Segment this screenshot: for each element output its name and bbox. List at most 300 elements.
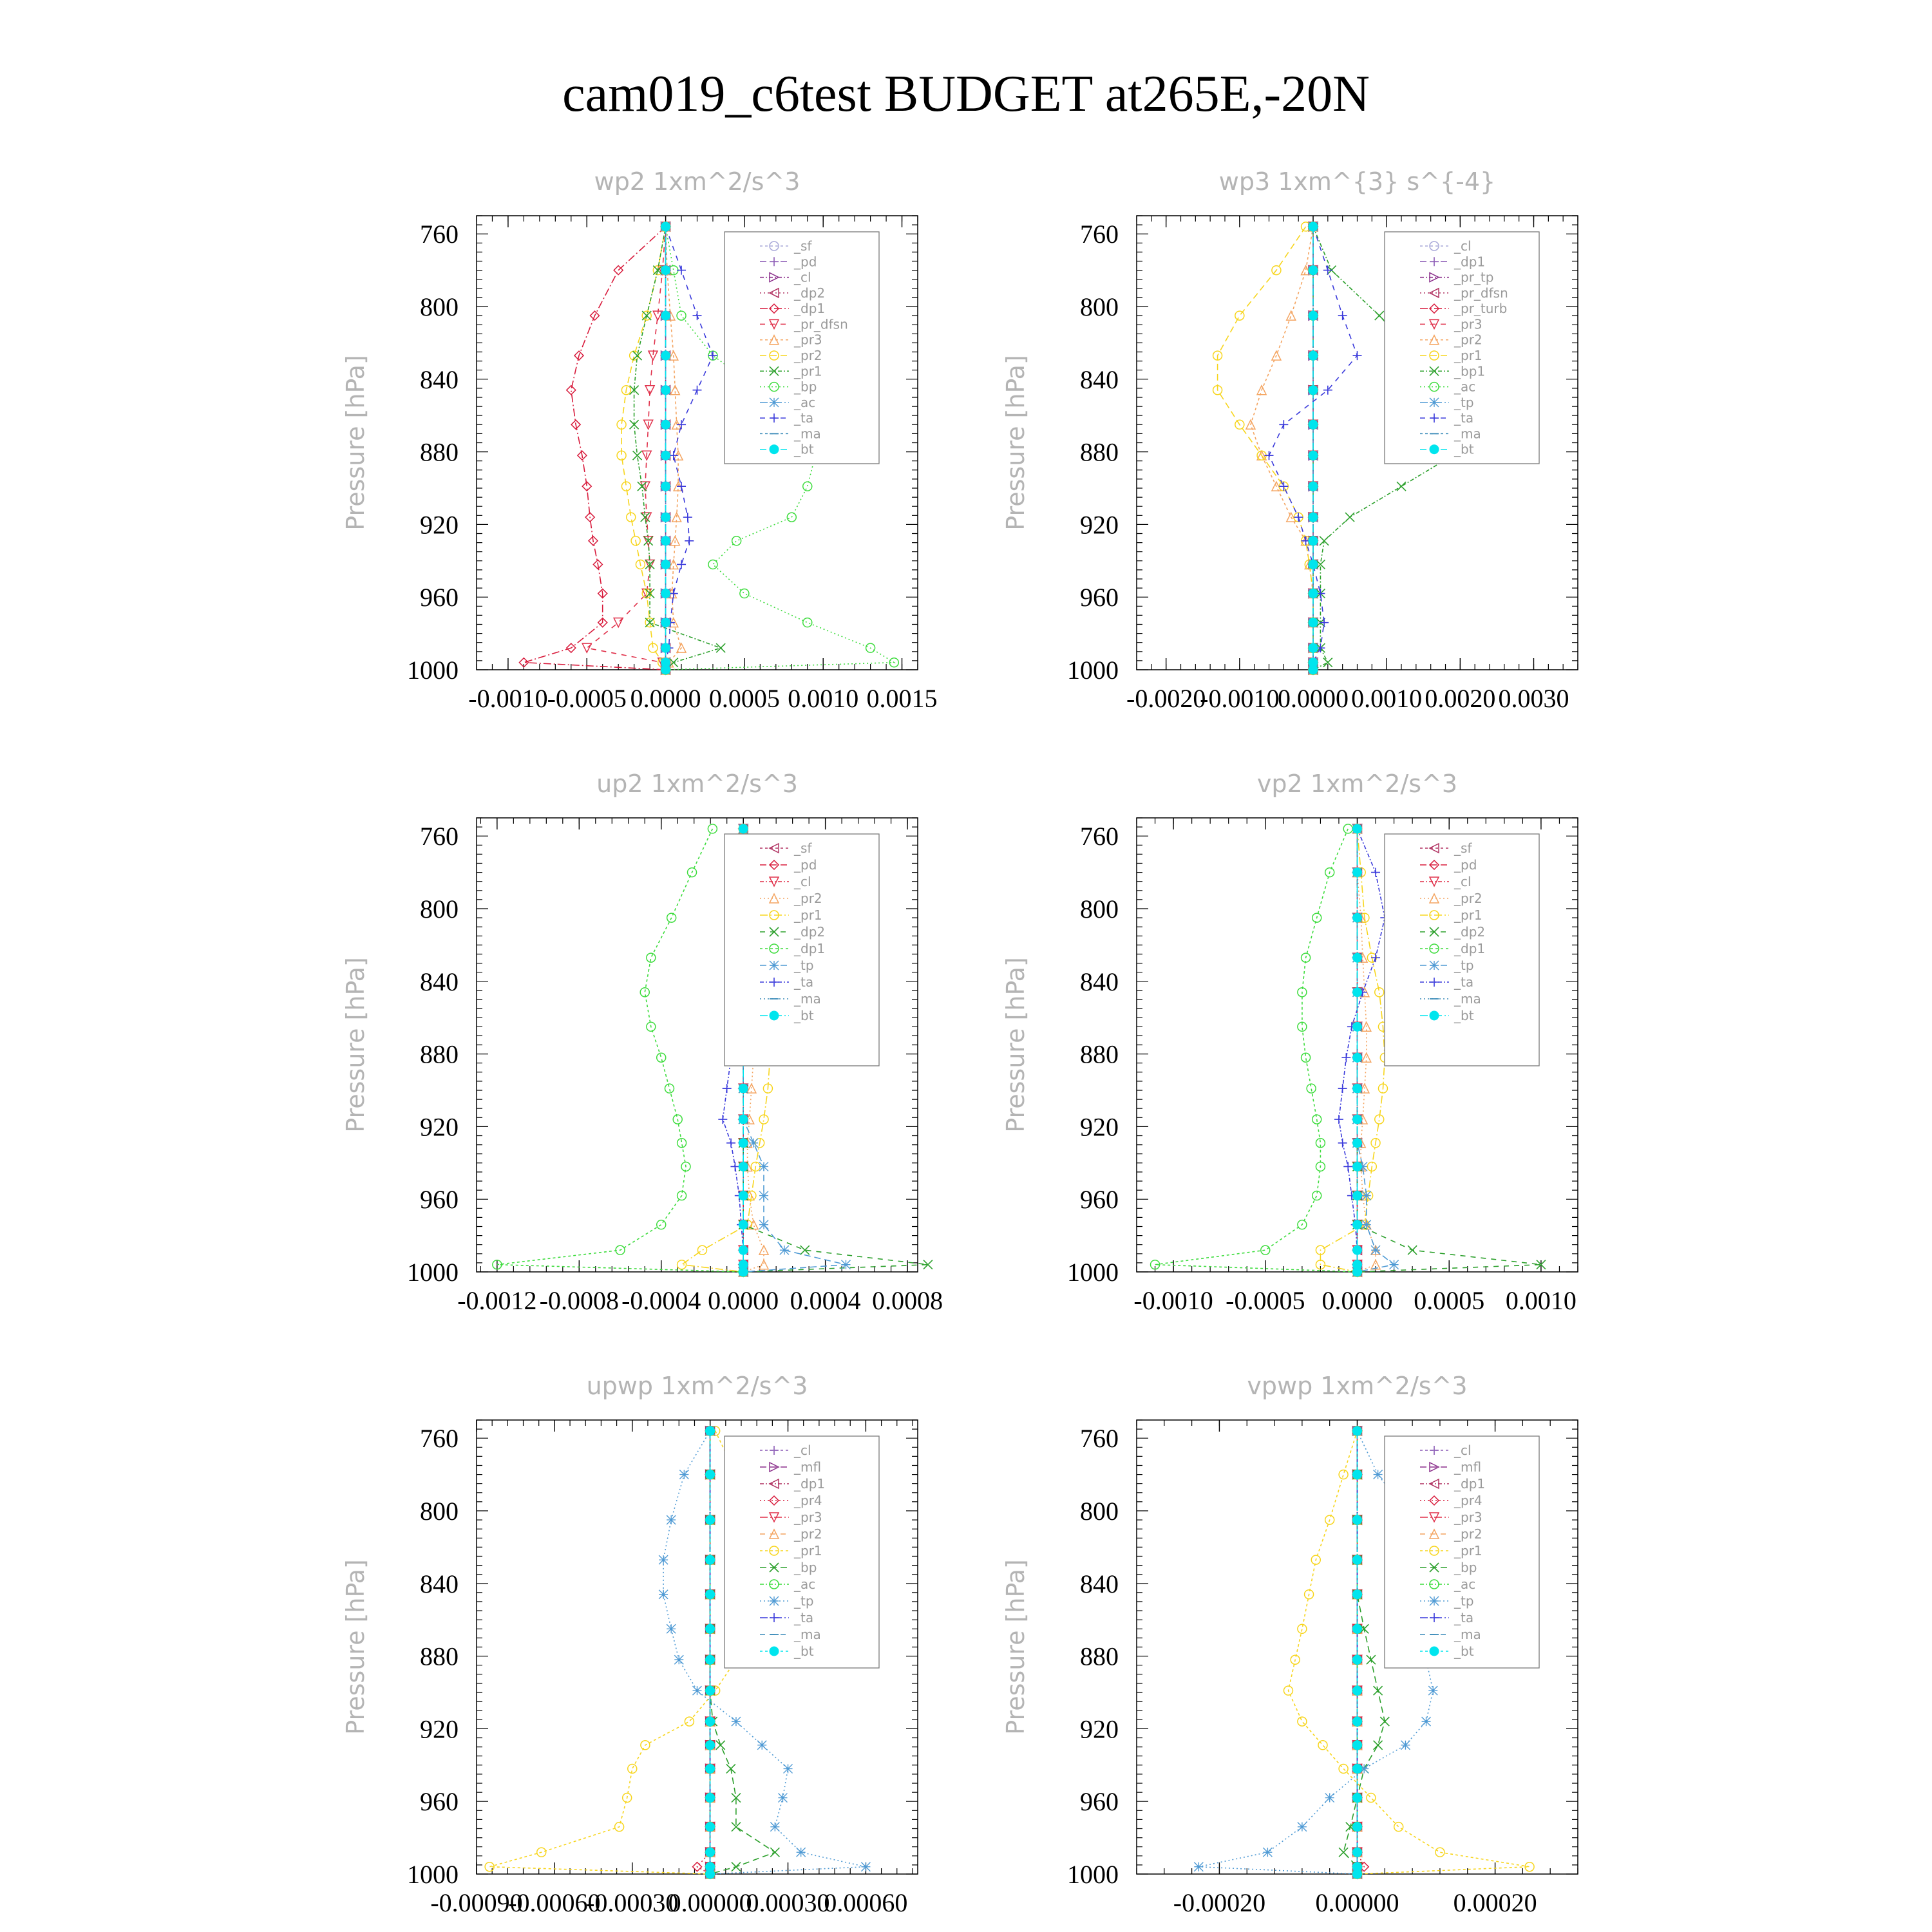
data-point	[1353, 1426, 1362, 1435]
data-point	[1353, 1022, 1362, 1031]
legend-marker	[1430, 398, 1439, 407]
data-point	[759, 1220, 768, 1229]
legend-label: _ta	[1454, 410, 1474, 426]
data-point	[1353, 1823, 1362, 1832]
legend-label: _pr2	[794, 348, 822, 363]
data-point	[1353, 953, 1362, 962]
data-point	[1367, 1655, 1376, 1664]
data-point	[706, 1624, 715, 1633]
data-point	[1422, 1717, 1431, 1726]
data-point	[726, 1139, 735, 1148]
x-tick-label: 0.0015	[866, 684, 938, 713]
y-tick-label: 1000	[1067, 1860, 1119, 1889]
legend-label: _mfl	[1454, 1459, 1482, 1475]
y-tick-label: 920	[420, 510, 459, 540]
data-point	[1353, 1764, 1362, 1773]
legend-label: _bt	[794, 441, 814, 457]
data-point	[1287, 311, 1296, 320]
data-point	[661, 482, 670, 491]
legend-label: _pr3	[794, 332, 822, 348]
legend-label: _ma	[794, 426, 821, 442]
data-point	[726, 1764, 735, 1773]
y-axis-label: Pressure [hPa]	[341, 1559, 370, 1735]
legend-marker	[1430, 445, 1439, 454]
data-point	[1353, 1870, 1362, 1879]
data-point	[1261, 1245, 1270, 1255]
series-line	[489, 1431, 757, 1874]
data-point	[740, 589, 749, 598]
data-point	[706, 1686, 715, 1695]
x-tick-label: 0.0000	[1321, 1286, 1393, 1315]
legend-label: _pr1	[1454, 348, 1482, 363]
legend-label: _tp	[794, 958, 814, 973]
legend	[1385, 232, 1539, 464]
data-point	[861, 1862, 870, 1871]
legend-label: _cl	[794, 874, 811, 889]
data-point	[759, 1191, 768, 1200]
data-point	[706, 1590, 715, 1599]
legend-marker	[770, 1011, 779, 1020]
legend-label: _pr2	[1454, 332, 1482, 348]
data-point	[1353, 1245, 1362, 1255]
y-tick-label: 960	[1080, 1185, 1119, 1215]
legend-label: _pr1	[794, 363, 822, 379]
data-point	[661, 665, 670, 674]
y-axis-label: Pressure [hPa]	[1001, 957, 1030, 1133]
y-tick-label: 920	[420, 1112, 459, 1142]
legend-label: _pd	[1454, 857, 1477, 873]
y-tick-label: 1000	[407, 1258, 459, 1287]
data-point	[1397, 482, 1406, 491]
data-point	[647, 953, 656, 962]
data-point	[693, 1686, 702, 1695]
data-point	[1353, 868, 1362, 877]
data-point	[1309, 386, 1318, 395]
data-point	[739, 1220, 748, 1229]
data-point	[1353, 1686, 1362, 1695]
series-line	[1339, 829, 1385, 1272]
y-tick-label: 880	[1080, 1642, 1119, 1671]
legend-label: _dp2	[794, 285, 826, 301]
y-tick-label: 800	[420, 895, 459, 923]
x-tick-label: -0.0010	[1200, 684, 1280, 713]
data-point	[1371, 1245, 1380, 1255]
data-point	[1353, 1655, 1362, 1664]
legend-label: _dp1	[794, 301, 826, 317]
data-point	[657, 1220, 666, 1229]
y-tick-label: 960	[1080, 583, 1119, 612]
x-tick-label: -0.00020	[1173, 1888, 1266, 1917]
data-point	[1353, 1515, 1362, 1524]
data-point	[1353, 1053, 1362, 1062]
y-tick-label: 840	[1080, 365, 1119, 394]
y-tick-label: 840	[420, 1569, 459, 1598]
legend-label: _tp	[1454, 958, 1474, 973]
data-point	[1263, 1848, 1272, 1857]
legend-label: _dp1	[794, 941, 826, 956]
series-dp1	[519, 222, 670, 674]
legend-marker	[1430, 1011, 1439, 1020]
series-line	[621, 227, 666, 670]
legend-label: _tp	[1454, 1593, 1474, 1609]
x-tick-label: 0.00030	[746, 1888, 830, 1917]
legend-label: _pr1	[794, 1543, 822, 1558]
x-tick-label: 0.00000	[668, 1888, 752, 1917]
legend-label: _pd	[794, 857, 817, 873]
data-point	[759, 1162, 768, 1171]
x-tick-label: 0.0005	[708, 684, 780, 713]
x-tick-label: 0.0000	[630, 684, 701, 713]
x-tick-label: 0.00060	[824, 1888, 908, 1917]
data-point	[1298, 1624, 1307, 1633]
legend	[1385, 1436, 1539, 1668]
data-point	[706, 1515, 715, 1524]
data-point	[739, 1115, 748, 1124]
chart-panel-2	[1001, 167, 1578, 713]
series-line	[1358, 1431, 1365, 1874]
legend-label: _cl	[1454, 1443, 1472, 1458]
legend-label: _pr_turb	[1454, 301, 1508, 317]
y-tick-label: 880	[420, 437, 459, 467]
series-dp1	[1151, 824, 1362, 1276]
chart-panel-5	[341, 1372, 918, 1917]
y-tick-label: 960	[420, 1787, 459, 1817]
data-point	[661, 351, 670, 360]
legend-label: _pr_dfsn	[1454, 285, 1508, 301]
data-point	[1279, 420, 1288, 429]
data-point	[1307, 1084, 1316, 1093]
series-line	[1155, 829, 1358, 1272]
legend-label: _pr3	[1454, 316, 1482, 332]
x-tick-label: -0.0008	[539, 1286, 619, 1315]
data-point	[1309, 351, 1318, 360]
data-point	[677, 420, 686, 429]
data-point	[1353, 1848, 1362, 1857]
data-point	[685, 1717, 694, 1726]
legend-label: _bp1	[1454, 363, 1486, 379]
data-point	[679, 1470, 688, 1479]
data-point	[1339, 1764, 1348, 1773]
data-point	[759, 1245, 768, 1255]
series-pr3	[661, 222, 686, 674]
data-point	[1309, 266, 1318, 275]
legend-label: _sf	[1454, 840, 1472, 856]
data-point	[1375, 988, 1384, 997]
legend-label: _tp	[794, 1593, 814, 1609]
data-point	[659, 1590, 668, 1599]
data-point	[661, 222, 670, 231]
x-tick-label: 0.0010	[788, 684, 859, 713]
data-point	[661, 311, 670, 320]
data-point	[642, 311, 651, 320]
series-bp	[1339, 1426, 1389, 1879]
data-point	[706, 1794, 715, 1803]
data-point	[1353, 1624, 1362, 1633]
y-tick-label: 880	[1080, 437, 1119, 467]
data-point	[1194, 1862, 1203, 1871]
legend	[724, 1436, 879, 1668]
y-tick-label: 760	[420, 1424, 459, 1454]
y-tick-label: 800	[1080, 1497, 1119, 1526]
data-point	[1353, 1741, 1362, 1750]
data-point	[1318, 1741, 1327, 1750]
series-line	[697, 1431, 710, 1874]
y-tick-label: 1000	[407, 1860, 459, 1889]
x-tick-label: 0.0010	[1505, 1286, 1577, 1315]
data-point	[1435, 1848, 1444, 1857]
data-point	[1309, 482, 1318, 491]
data-point	[706, 1426, 715, 1435]
legend-label: _sf	[794, 238, 812, 254]
data-point	[1235, 311, 1244, 320]
data-point	[1309, 560, 1318, 569]
data-point	[1309, 536, 1318, 545]
series-line	[666, 227, 681, 670]
series-ta	[661, 222, 717, 674]
x-tick-label: -0.0020	[1126, 684, 1206, 713]
y-tick-label: 880	[1080, 1039, 1119, 1069]
y-tick-label: 920	[1080, 510, 1119, 540]
series-pr4	[693, 1426, 715, 1879]
data-point	[739, 1267, 748, 1276]
legend-label: _pr2	[1454, 891, 1482, 906]
legend-label: _cl	[794, 269, 811, 285]
x-tick-label: -0.00090	[430, 1888, 523, 1917]
series-pr1	[1316, 824, 1389, 1276]
x-tick-label: -0.00060	[508, 1888, 601, 1917]
data-point	[780, 1245, 789, 1255]
data-point	[661, 589, 670, 598]
data-point	[661, 618, 670, 627]
data-point	[657, 1053, 666, 1062]
data-point	[706, 1655, 715, 1664]
data-point	[1353, 1220, 1362, 1229]
x-tick-label: 0.0000	[708, 1286, 779, 1315]
data-point	[1371, 868, 1380, 877]
data-point	[667, 1515, 676, 1524]
panel-title: up2 1xm^2/s^3	[596, 770, 798, 798]
data-point	[1353, 1139, 1362, 1148]
x-tick-label: 0.00000	[1315, 1888, 1399, 1917]
y-tick-label: 960	[420, 583, 459, 612]
legend-label: _bt	[794, 1008, 814, 1023]
series-pr2	[617, 222, 670, 674]
series-line	[587, 227, 665, 670]
y-tick-label: 840	[1080, 1569, 1119, 1598]
legend-label: _ma	[794, 991, 821, 1007]
y-tick-label: 920	[1080, 1714, 1119, 1744]
legend-marker	[770, 1596, 779, 1605]
data-point	[732, 536, 741, 545]
data-point	[567, 386, 576, 395]
y-tick-label: 840	[1080, 967, 1119, 996]
data-point	[661, 266, 670, 275]
legend-label: _ta	[794, 974, 814, 990]
data-point	[1309, 665, 1318, 674]
data-point	[1345, 513, 1354, 522]
data-point	[1375, 311, 1384, 320]
legend-marker	[770, 961, 779, 970]
data-point	[1325, 1794, 1334, 1803]
data-point	[1338, 1084, 1347, 1093]
data-point	[759, 1260, 768, 1269]
data-point	[739, 1139, 748, 1148]
data-point	[706, 1823, 715, 1832]
y-tick-label: 920	[420, 1714, 459, 1744]
data-point	[1339, 1848, 1348, 1857]
legend-marker	[1430, 1647, 1439, 1656]
y-axis-label: Pressure [hPa]	[341, 957, 370, 1133]
data-point	[1380, 1717, 1389, 1726]
legend-label: _pr2	[794, 891, 822, 906]
y-tick-label: 760	[1080, 822, 1119, 851]
series-ta	[1334, 824, 1389, 1276]
y-tick-label: 960	[1080, 1787, 1119, 1817]
data-point	[677, 311, 686, 320]
data-point	[1353, 1084, 1362, 1093]
x-tick-label: 0.0005	[1414, 1286, 1485, 1315]
data-point	[708, 560, 717, 569]
legend-marker	[770, 445, 779, 454]
data-point	[1367, 1794, 1376, 1803]
legend	[1385, 834, 1539, 1066]
data-point	[1353, 351, 1362, 360]
data-point	[1353, 1794, 1362, 1803]
data-point	[667, 1624, 676, 1633]
y-tick-label: 1000	[407, 656, 459, 685]
data-point	[1394, 1823, 1403, 1832]
legend-label: _ta	[794, 410, 814, 426]
data-point	[739, 1084, 748, 1093]
data-point	[1309, 222, 1318, 231]
legend-label: _ac	[1454, 1577, 1476, 1592]
x-tick-label: -0.0010	[1133, 1286, 1213, 1315]
x-tick-label: 0.0008	[872, 1286, 943, 1315]
chart-panel-6	[1001, 1372, 1578, 1917]
legend-label: _cl	[794, 1443, 811, 1458]
y-tick-label: 840	[420, 365, 459, 394]
data-point	[674, 1655, 683, 1664]
legend-label: _pr1	[1454, 907, 1482, 923]
data-point	[1353, 1717, 1362, 1726]
data-point	[1353, 1191, 1362, 1200]
x-tick-label: 0.0020	[1425, 684, 1496, 713]
series-line	[524, 227, 665, 670]
legend-label: _pr2	[794, 1526, 822, 1542]
legend-label: _bt	[794, 1643, 814, 1659]
data-point	[739, 1191, 748, 1200]
legend-label: _ta	[1454, 1610, 1474, 1625]
data-point	[706, 1764, 715, 1773]
data-point	[1320, 618, 1329, 627]
data-point	[1309, 643, 1318, 652]
y-tick-label: 760	[1080, 220, 1119, 249]
data-point	[841, 1260, 850, 1269]
data-point	[661, 536, 670, 545]
data-point	[661, 386, 670, 395]
legend-marker	[1430, 961, 1439, 970]
x-tick-label: -0.00030	[586, 1888, 679, 1917]
data-point	[685, 536, 694, 545]
legend-label: _ma	[794, 1627, 821, 1642]
y-tick-label: 920	[1080, 1112, 1119, 1142]
data-point	[1309, 618, 1318, 627]
data-point	[661, 643, 670, 652]
data-point	[1339, 1470, 1348, 1479]
data-point	[1343, 1162, 1352, 1171]
x-tick-label: -0.0004	[621, 1286, 701, 1315]
data-point	[661, 420, 670, 429]
data-point	[1353, 1267, 1362, 1276]
data-point	[739, 824, 748, 833]
y-tick-label: 800	[420, 292, 459, 321]
legend-label: _pr1	[1454, 1543, 1482, 1558]
y-tick-label: 1000	[1067, 1258, 1119, 1287]
data-point	[683, 513, 692, 522]
data-point	[732, 1717, 741, 1726]
legend-label: _ta	[1454, 974, 1474, 990]
data-point	[1338, 311, 1347, 320]
data-point	[706, 1717, 715, 1726]
data-point	[1341, 1053, 1350, 1062]
legend-label: _dp2	[1454, 924, 1486, 940]
legend-label: _dp1	[1454, 941, 1486, 956]
data-point	[697, 1245, 706, 1255]
legend-marker	[1430, 1596, 1439, 1605]
data-point	[693, 386, 702, 395]
y-axis-label: Pressure [hPa]	[1001, 1559, 1030, 1735]
legend-label: _pr3	[1454, 1510, 1482, 1525]
data-point	[1353, 913, 1362, 922]
legend-label: _pd	[794, 254, 817, 270]
legend-label: _dp1	[1454, 1476, 1486, 1492]
data-point	[1390, 1260, 1399, 1269]
x-tick-label: 0.0004	[790, 1286, 861, 1315]
data-point	[1353, 988, 1362, 997]
data-point	[757, 1741, 766, 1750]
legend-label: _pr1	[794, 907, 822, 923]
data-point	[665, 1084, 674, 1093]
series-pr1	[485, 1426, 761, 1879]
data-point	[1408, 1245, 1417, 1255]
legend-label: _pr_dfsn	[794, 316, 848, 332]
data-point	[1353, 1162, 1362, 1171]
panel-title: wp2 1xm^2/s^3	[594, 167, 800, 196]
series-pr1	[1213, 222, 1318, 674]
data-point	[1353, 1590, 1362, 1599]
data-point	[784, 1764, 793, 1773]
data-point	[706, 1870, 715, 1879]
data-point	[1334, 1115, 1343, 1124]
data-point	[1353, 1470, 1362, 1479]
legend-label: _dp2	[794, 924, 826, 940]
data-point	[1353, 824, 1362, 833]
series-pr_dfsn	[582, 222, 670, 674]
series-pr4	[1353, 1426, 1369, 1879]
data-point	[1338, 1139, 1347, 1148]
legend-label: _ma	[1454, 1627, 1481, 1642]
data-point	[1320, 536, 1329, 545]
legend-label: _dp1	[794, 1476, 826, 1492]
legend-label: _cl	[1454, 238, 1472, 254]
legend-label: _ac	[1454, 379, 1476, 395]
panels	[341, 167, 1578, 1917]
data-point	[1374, 1686, 1383, 1695]
series-line	[497, 829, 743, 1272]
data-point	[1353, 1115, 1362, 1124]
legend-marker	[770, 1647, 779, 1656]
data-point	[706, 1470, 715, 1479]
